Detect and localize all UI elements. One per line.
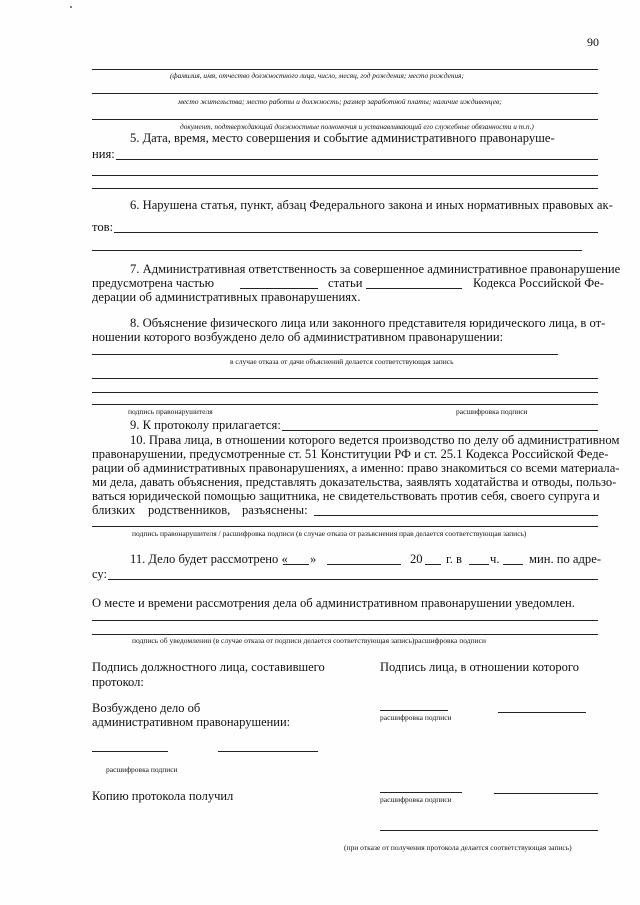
item8-answer-line[interactable] bbox=[92, 404, 598, 405]
decoding-caption: расшифровка подписи bbox=[380, 713, 452, 722]
item9-answer-line[interactable] bbox=[282, 430, 598, 431]
item11-address-line[interactable] bbox=[108, 579, 598, 580]
page-number: 90 bbox=[587, 35, 599, 49]
item7-text: предусмотрена частью bbox=[92, 276, 215, 290]
item8-refusal-note: в случае отказа от дачи объяснений делается соответствующая запись bbox=[230, 357, 454, 366]
item11-year-line[interactable] bbox=[425, 564, 441, 565]
item11-text: мин. по адре- bbox=[529, 552, 602, 566]
scan-speck bbox=[70, 6, 72, 8]
refusal-note: (при отказе от получения протокола делается соответствующая запись) bbox=[344, 843, 572, 852]
item7-article-line[interactable] bbox=[366, 288, 462, 289]
case-opened-label: Возбуждено дело об bbox=[92, 701, 201, 715]
item9-text: 9. К протоколу прилагается: bbox=[130, 418, 281, 432]
item11-prefix: су: bbox=[92, 567, 108, 581]
item11-text: 11. Дело будет рассмотрено « bbox=[130, 552, 288, 566]
item5-answer-line[interactable] bbox=[92, 175, 598, 176]
refusal-line[interactable] bbox=[380, 830, 598, 831]
item5-answer-line[interactable] bbox=[92, 188, 598, 189]
item10-text: близких bbox=[92, 503, 136, 517]
item10-text: родственников, bbox=[148, 503, 231, 517]
item10-text: ваться юридической помощью защитника, не свидетельствовать против себя, своего супруга и bbox=[92, 489, 600, 503]
copy-received-label: Копию протокола получил bbox=[92, 789, 234, 803]
notice-caption: подпись об уведомлении (в случае отказа от подписи делается соответствующая запись)расшифровка подписи bbox=[132, 636, 486, 645]
item7-text: статьи bbox=[328, 276, 363, 290]
item7-text: Кодекса Российской Фе- bbox=[473, 276, 604, 290]
case-opened-label: административном правонарушении: bbox=[92, 715, 291, 729]
item11-text: ч. bbox=[490, 552, 500, 566]
item7-part-line[interactable] bbox=[240, 288, 318, 289]
item11-text: 20 bbox=[410, 552, 423, 566]
item6-prefix: тов: bbox=[92, 220, 114, 234]
caption-text: место жительства; место работы и должность; размер заработной платы; наличие иждивенцев; bbox=[178, 97, 502, 106]
item10-text: разъяснены: bbox=[242, 503, 308, 517]
item6-text: 6. Нарушена статья, пункт, абзац Федерального закона и иных нормативных правовых ак- bbox=[130, 198, 613, 212]
item8-text: ношении которого возбуждено дело об административном правонарушении: bbox=[92, 330, 504, 344]
item7-text: 7. Административная ответственность за совершенное административное правонарушение bbox=[130, 262, 621, 276]
item10-sign-line[interactable] bbox=[314, 515, 598, 516]
official-sign-line[interactable] bbox=[92, 751, 168, 752]
item10-text: ми дела, давать объяснения, представлять доказательства, заявлять ходатайства и отводы, пользо- bbox=[92, 475, 617, 489]
item8-text: 8. Объяснение физического лица или законного представителя юридического лица, в от- bbox=[130, 316, 606, 330]
official-sign-line[interactable] bbox=[218, 751, 318, 752]
item11-text: г. в bbox=[446, 552, 462, 566]
decoding-caption: расшифровка подписи bbox=[106, 765, 178, 774]
notice-answer-line[interactable] bbox=[92, 620, 598, 621]
fill-line bbox=[92, 93, 598, 94]
notice-text: О месте и времени рассмотрения дела об административном правонарушении уведомлен. bbox=[92, 596, 575, 610]
item10-text: правонарушении, предусмотренные ст. 51 Конституции РФ и ст. 25.1 Кодекса Российской Феде- bbox=[92, 447, 609, 461]
item6-answer-line[interactable] bbox=[92, 250, 582, 251]
item8-sign-decoding: расшифровка подписи bbox=[456, 407, 528, 416]
caption-text: (фамилия, имя, отчество должностного лица, число, месяц, год рождения; место рождения; bbox=[170, 71, 464, 80]
item8-answer-line[interactable] bbox=[92, 354, 558, 355]
item5-prefix: ния: bbox=[92, 147, 115, 161]
item10-sign-line[interactable] bbox=[92, 526, 598, 527]
item11-day-line[interactable] bbox=[283, 564, 309, 565]
person-sign-line[interactable] bbox=[498, 712, 586, 713]
item5-answer-line[interactable] bbox=[116, 159, 598, 160]
item8-sign-offender: подпись правонарушителя bbox=[128, 407, 213, 416]
copy-sign-line[interactable] bbox=[494, 793, 598, 794]
item11-hour-line[interactable] bbox=[469, 564, 489, 565]
official-sign-label: протокол: bbox=[92, 675, 144, 689]
item6-answer-line[interactable] bbox=[114, 232, 598, 233]
official-sign-label: Подпись должностного лица, составившего bbox=[92, 660, 325, 674]
item5-text: 5. Дата, время, место совершения и событие административного правонаруше- bbox=[130, 131, 555, 145]
fill-line bbox=[92, 119, 598, 120]
person-sign-line[interactable] bbox=[380, 710, 448, 711]
person-sign-label: Подпись лица, в отношении которого bbox=[380, 660, 579, 674]
fill-line bbox=[92, 69, 598, 70]
decoding-caption: расшифровка подписи bbox=[380, 795, 452, 804]
item8-answer-line[interactable] bbox=[92, 378, 598, 379]
item7-text: дерации об административных правонарушениях. bbox=[92, 290, 361, 304]
caption-text: документ, подтверждающий должностные полномочия и устанавливающий его служебные обязанности и т.п.) bbox=[180, 122, 534, 131]
item10-text: 10. Права лица, в отношении которого ведется производство по делу об административном bbox=[130, 433, 620, 447]
copy-sign-line[interactable] bbox=[380, 792, 462, 793]
item8-answer-line[interactable] bbox=[92, 392, 598, 393]
notice-sign-line[interactable] bbox=[92, 634, 598, 635]
item11-month-line[interactable] bbox=[327, 564, 401, 565]
item10-text: рации об административных правонарушениях, а именно: право знакомиться со всеми материала- bbox=[92, 461, 620, 475]
item10-caption: подпись правонарушителя / расшифровка подписи (в случае отказа от разъяснения прав делается соответствующая запись) bbox=[132, 529, 527, 538]
item11-text: » bbox=[310, 552, 317, 566]
item11-minute-line[interactable] bbox=[503, 564, 523, 565]
